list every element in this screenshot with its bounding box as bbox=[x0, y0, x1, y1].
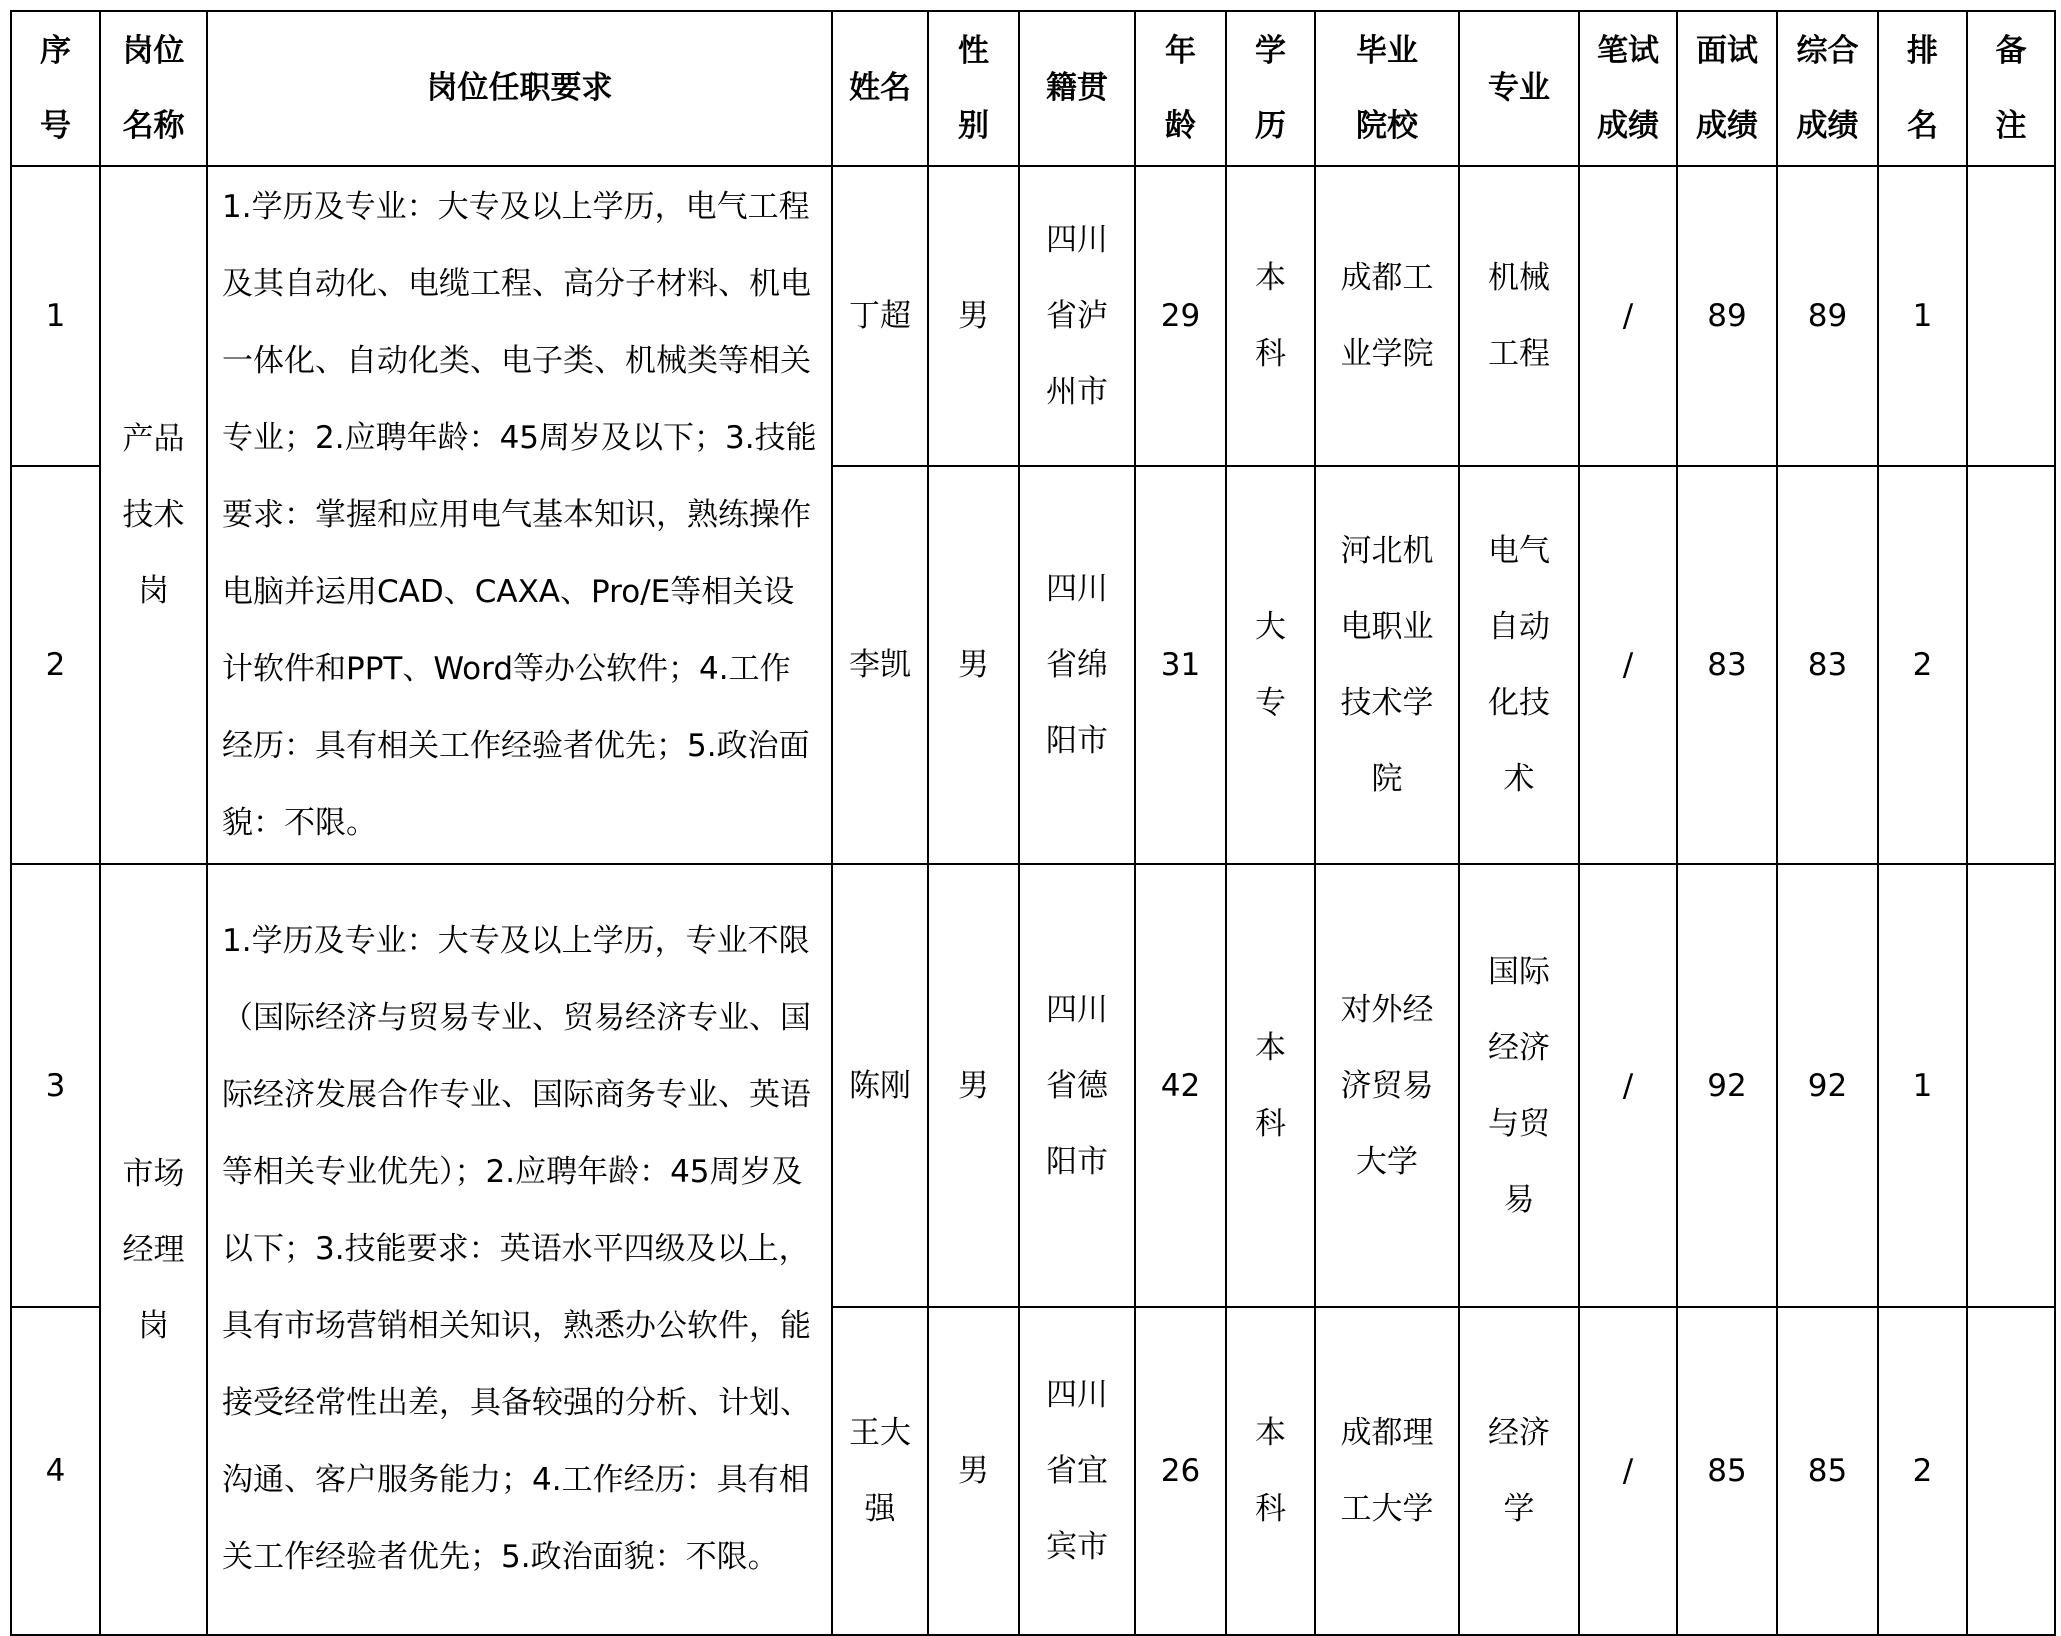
cell-native-place: 四川省泸州市 bbox=[1019, 166, 1135, 466]
cell-school: 成都理工大学 bbox=[1315, 1307, 1459, 1635]
recruitment-results-table bbox=[10, 10, 2056, 1636]
cell-seq: 1 bbox=[11, 166, 100, 466]
cell-major: 经济学 bbox=[1459, 1307, 1579, 1635]
header-position: 岗位名称 bbox=[100, 11, 207, 166]
cell-overall-score: 92 bbox=[1777, 864, 1878, 1307]
header-written-score: 笔试成绩 bbox=[1579, 11, 1677, 166]
header-school: 毕业院校 bbox=[1315, 11, 1459, 166]
cell-written-score: / bbox=[1579, 166, 1677, 466]
header-major: 专业 bbox=[1459, 11, 1579, 166]
cell-requirements: 1.学历及专业：大专及以上学历，专业不限（国际经济与贸易专业、贸易经济专业、国际经济发展合作专业、国际商务专业、英语等相关专业优先）；2.应聘年龄：45周岁及以下；3.技能要求：英语水平四级及以上，具有市场营销相关知识，熟悉办公软件，能接受经常性出差，具备较强的分析、计划、沟通、客户服务能力；4.工作经历：具有相关工作经验者优先；5.政治面貌：不限。 bbox=[207, 864, 832, 1635]
cell-native-place: 四川省宜宾市 bbox=[1019, 1307, 1135, 1635]
cell-education: 本科 bbox=[1226, 166, 1315, 466]
table-row bbox=[11, 166, 2055, 466]
cell-interview-score: 92 bbox=[1677, 864, 1777, 1307]
cell-education: 本科 bbox=[1226, 864, 1315, 1307]
header-interview-score: 面试成绩 bbox=[1677, 11, 1777, 166]
cell-school: 对外经济贸易大学 bbox=[1315, 864, 1459, 1307]
header-education: 学历 bbox=[1226, 11, 1315, 166]
cell-name: 王大强 bbox=[832, 1307, 928, 1635]
cell-age: 31 bbox=[1135, 466, 1226, 864]
cell-school: 河北机电职业技术学院 bbox=[1315, 466, 1459, 864]
cell-remarks bbox=[1967, 466, 2055, 864]
cell-school: 成都工业学院 bbox=[1315, 166, 1459, 466]
cell-interview-score: 85 bbox=[1677, 1307, 1777, 1635]
cell-native-place: 四川省德阳市 bbox=[1019, 864, 1135, 1307]
header-row bbox=[11, 11, 2055, 166]
cell-seq: 3 bbox=[11, 864, 100, 1307]
cell-rank: 2 bbox=[1878, 466, 1967, 864]
cell-rank: 2 bbox=[1878, 1307, 1967, 1635]
cell-gender: 男 bbox=[928, 1307, 1019, 1635]
cell-overall-score: 89 bbox=[1777, 166, 1878, 466]
header-overall-score: 综合成绩 bbox=[1777, 11, 1878, 166]
cell-age: 26 bbox=[1135, 1307, 1226, 1635]
cell-remarks bbox=[1967, 166, 2055, 466]
header-native-place: 籍贯 bbox=[1019, 11, 1135, 166]
cell-remarks bbox=[1967, 864, 2055, 1307]
cell-rank: 1 bbox=[1878, 864, 1967, 1307]
header-remarks: 备注 bbox=[1967, 11, 2055, 166]
cell-overall-score: 83 bbox=[1777, 466, 1878, 864]
cell-education: 本科 bbox=[1226, 1307, 1315, 1635]
cell-written-score: / bbox=[1579, 864, 1677, 1307]
cell-interview-score: 89 bbox=[1677, 166, 1777, 466]
cell-name: 丁超 bbox=[832, 166, 928, 466]
cell-gender: 男 bbox=[928, 166, 1019, 466]
cell-requirements: 1.学历及专业：大专及以上学历，电气工程及其自动化、电缆工程、高分子材料、机电一体化、自动化类、电子类、机械类等相关专业；2.应聘年龄：45周岁及以下；3.技能要求：掌握和应用电气基本知识，熟练操作电脑并运用CAD、CAXA、Pro/E等相关设计软件和PPT、Word等办公软件；4.工作经历：具有相关工作经验者优先；5.政治面貌：不限。 bbox=[207, 166, 832, 864]
header-gender: 性别 bbox=[928, 11, 1019, 166]
cell-major: 电气自动化技术 bbox=[1459, 466, 1579, 864]
cell-major: 国际经济与贸易 bbox=[1459, 864, 1579, 1307]
cell-rank: 1 bbox=[1878, 166, 1967, 466]
cell-education: 大专 bbox=[1226, 466, 1315, 864]
header-rank: 排名 bbox=[1878, 11, 1967, 166]
cell-overall-score: 85 bbox=[1777, 1307, 1878, 1635]
cell-age: 42 bbox=[1135, 864, 1226, 1307]
cell-major: 机械工程 bbox=[1459, 166, 1579, 466]
table-row bbox=[11, 864, 2055, 1307]
cell-gender: 男 bbox=[928, 466, 1019, 864]
header-age: 年龄 bbox=[1135, 11, 1226, 166]
cell-written-score: / bbox=[1579, 1307, 1677, 1635]
cell-gender: 男 bbox=[928, 864, 1019, 1307]
cell-written-score: / bbox=[1579, 466, 1677, 864]
results-table-wrapper bbox=[10, 10, 2056, 1636]
cell-remarks bbox=[1967, 1307, 2055, 1635]
cell-name: 李凯 bbox=[832, 466, 928, 864]
header-name: 姓名 bbox=[832, 11, 928, 166]
cell-seq: 2 bbox=[11, 466, 100, 864]
cell-position: 产品技术岗 bbox=[100, 166, 207, 864]
cell-age: 29 bbox=[1135, 166, 1226, 466]
cell-position: 市场经理岗 bbox=[100, 864, 207, 1635]
cell-interview-score: 83 bbox=[1677, 466, 1777, 864]
header-seq: 序号 bbox=[11, 11, 100, 166]
cell-name: 陈刚 bbox=[832, 864, 928, 1307]
cell-native-place: 四川省绵阳市 bbox=[1019, 466, 1135, 864]
header-requirements: 岗位任职要求 bbox=[207, 11, 832, 166]
cell-seq: 4 bbox=[11, 1307, 100, 1635]
